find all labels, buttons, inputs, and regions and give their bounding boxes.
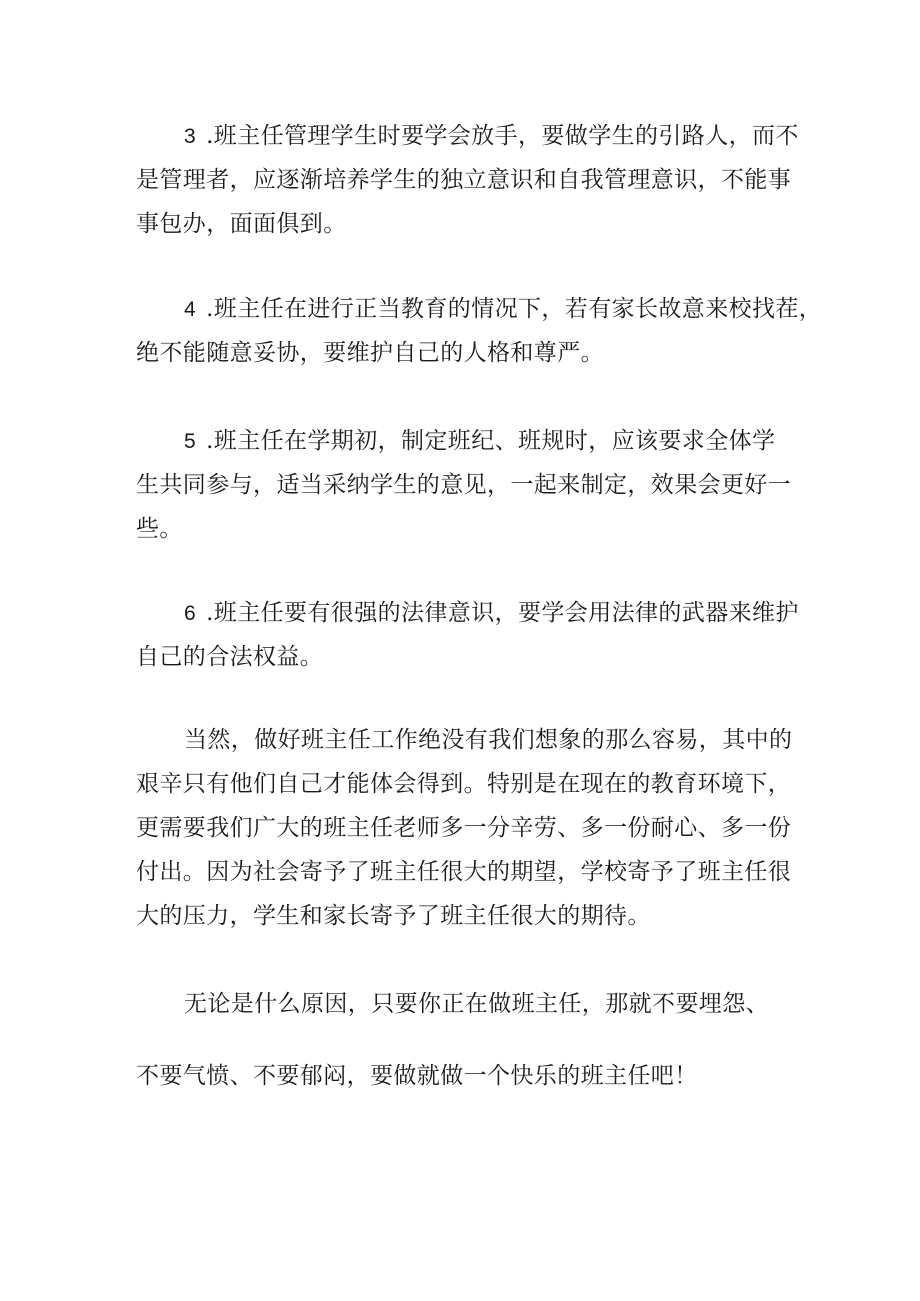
item-text-line: .班主任要有很强的法律意识，要学会用法律的武器来维护 xyxy=(206,600,799,626)
paragraph-line: 不要气愤、不要郁闷，要做就做一个快乐的班主任吧！ xyxy=(136,1063,698,1089)
item-text-line: 生共同参与，适当采纳学生的意见，一起来制定，效果会更好一 xyxy=(136,472,792,498)
item-text-line: 些。 xyxy=(136,516,183,542)
item-text-line: 事包办，面面俱到。 xyxy=(136,211,347,237)
list-item-4 xyxy=(136,287,823,375)
final-paragraph-line-1 xyxy=(136,982,796,1026)
paragraph-line: 付出。因为社会寄予了班主任很大的期望，学校寄予了班主任很 xyxy=(136,859,792,885)
paragraph-line: 大的压力，学生和家长寄予了班主任很大的期待。 xyxy=(136,903,651,929)
paragraph-line: 无论是什么原因，只要你正在做班主任，那就不要埋怨、 xyxy=(184,991,769,1017)
item-text-line: 自己的合法权益。 xyxy=(136,644,324,670)
item-text-line: .班主任在学期初，制定班纪、班规时，应该要求全体学 xyxy=(206,428,776,454)
item-number: 3 xyxy=(184,125,197,148)
item-number: 5 xyxy=(184,430,197,453)
item-number: 6 xyxy=(184,602,197,625)
item-text-line: 绝不能随意妥协，要维护自己的人格和尊严。 xyxy=(136,340,604,366)
paragraph-line: 艰辛只有他们自己才能体会得到。特别是在现在的教育环境下， xyxy=(136,771,792,797)
item-text-line: .班主任管理学生时要学会放手，要做学生的引路人，而不 xyxy=(206,123,799,149)
list-item-5 xyxy=(136,419,796,551)
final-paragraph-line-2 xyxy=(136,1054,796,1098)
paragraph-line: 当然，做好班主任工作绝没有我们想象的那么容易，其中的 xyxy=(184,727,793,753)
item-text-line: 是管理者，应逐渐培养学生的独立意识和自我管理意识，不能事 xyxy=(136,167,792,193)
closing-paragraph xyxy=(136,718,796,938)
item-text-line: .班主任在进行正当教育的情况下，若有家长故意来校找茬， xyxy=(206,296,823,322)
list-item-3 xyxy=(136,114,799,246)
item-number: 4 xyxy=(184,298,197,321)
paragraph-line: 更需要我们广大的班主任老师多一分辛劳、多一份耐心、多一份 xyxy=(136,815,792,841)
list-item-6 xyxy=(136,591,799,679)
